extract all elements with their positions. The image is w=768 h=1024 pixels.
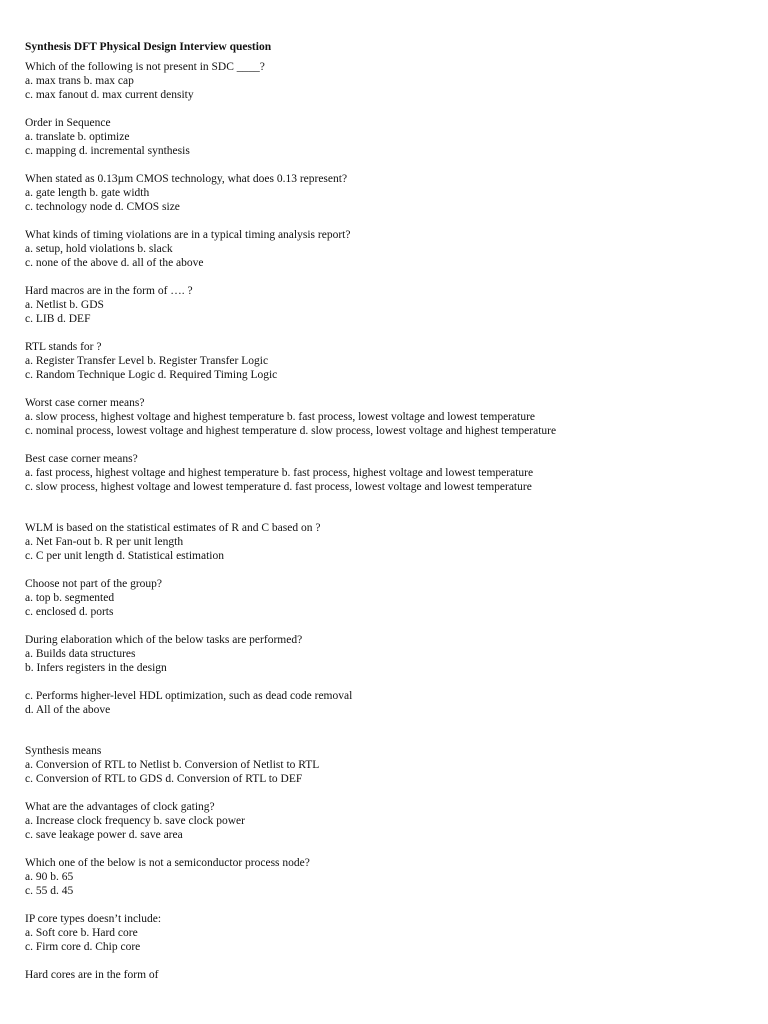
question-option-line: c. slow process, highest voltage and lowest temperature d. fast process, lowest voltage and lowest temperature xyxy=(25,481,532,493)
question-text: Order in Sequence xyxy=(25,117,111,129)
question-text: During elaboration which of the below tasks are performed? xyxy=(25,634,303,646)
question-option-line: c. 55 d. 45 xyxy=(25,885,74,897)
question-option-line: c. C per unit length d. Statistical estimation xyxy=(25,550,224,562)
question-text: IP core types doesn’t include: xyxy=(25,913,162,925)
question-text: What kinds of timing violations are in a typical timing analysis report? xyxy=(25,229,351,241)
question-option-line: a. Netlist b. GDS xyxy=(25,299,104,311)
question-option-line: c. Firm core d. Chip core xyxy=(25,941,141,953)
question-12 xyxy=(25,744,745,786)
question-option-line: c. enclosed d. ports xyxy=(25,606,114,618)
question-option-line: c. max fanout d. max current density xyxy=(25,89,194,101)
question-text: What are the advantages of clock gating? xyxy=(25,801,215,813)
question-option-line: c. technology node d. CMOS size xyxy=(25,201,180,213)
question-option-line: a. slow process, highest voltage and highest temperature b. fast process, lowest voltage and lowest temperature xyxy=(25,411,536,423)
question-option-line: c. nominal process, lowest voltage and highest temperature d. slow process, lowest voltage and highest temperature xyxy=(25,425,557,437)
question-10 xyxy=(25,577,745,619)
question-13 xyxy=(25,800,745,842)
document-page xyxy=(25,40,745,996)
question-11 xyxy=(25,633,745,717)
question-text: Worst case corner means? xyxy=(25,397,145,409)
question-option-line: c. save leakage power d. save area xyxy=(25,829,183,841)
question-option-line: a. Increase clock frequency b. save clock power xyxy=(25,815,245,827)
option-group xyxy=(25,689,745,717)
question-option-line: b. Infers registers in the design xyxy=(25,662,167,674)
question-option-line: c. mapping d. incremental synthesis xyxy=(25,145,190,157)
question-16 xyxy=(25,968,745,982)
question-option-line: a. Builds data structures xyxy=(25,648,136,660)
question-option-line: d. All of the above xyxy=(25,704,111,716)
question-option-line: a. gate length b. gate width xyxy=(25,187,150,199)
question-option-line: a. top b. segmented xyxy=(25,592,115,604)
question-text: Which one of the below is not a semiconductor process node? xyxy=(25,857,310,869)
question-6 xyxy=(25,340,745,382)
document-title: Synthesis DFT Physical Design Interview question xyxy=(25,41,272,53)
question-3 xyxy=(25,172,745,214)
question-text: Hard macros are in the form of …. ? xyxy=(25,285,193,297)
question-text: Which of the following is not present in SDC ____? xyxy=(25,61,265,73)
question-8 xyxy=(25,452,745,494)
question-7 xyxy=(25,396,745,438)
question-5 xyxy=(25,284,745,326)
question-option-line: c. LIB d. DEF xyxy=(25,313,91,325)
question-text: WLM is based on the statistical estimates of R and C based on ? xyxy=(25,522,321,534)
question-14 xyxy=(25,856,745,898)
question-text: RTL stands for ? xyxy=(25,341,102,353)
question-text: Hard cores are in the form of xyxy=(25,969,159,981)
question-option-line: a. fast process, highest voltage and highest temperature b. fast process, highest voltage and lowest temperature xyxy=(25,467,534,479)
question-text: When stated as 0.13µm CMOS technology, what does 0.13 represent? xyxy=(25,173,348,185)
question-option-line: a. Register Transfer Level b. Register Transfer Logic xyxy=(25,355,269,367)
question-option-line: a. translate b. optimize xyxy=(25,131,130,143)
question-15 xyxy=(25,912,745,954)
question-9 xyxy=(25,521,745,563)
question-2 xyxy=(25,116,745,158)
question-text: Choose not part of the group? xyxy=(25,578,163,590)
question-option-line: a. Conversion of RTL to Netlist b. Conversion of Netlist to RTL xyxy=(25,759,320,771)
question-1 xyxy=(25,60,745,102)
question-option-line: a. setup, hold violations b. slack xyxy=(25,243,173,255)
question-option-line: a. max trans b. max cap xyxy=(25,75,134,87)
question-option-line: c. Random Technique Logic d. Required Timing Logic xyxy=(25,369,278,381)
question-4 xyxy=(25,228,745,270)
question-text: Best case corner means? xyxy=(25,453,138,465)
option-group xyxy=(25,647,745,675)
question-option-line: a. 90 b. 65 xyxy=(25,871,74,883)
question-option-line: c. Conversion of RTL to GDS d. Conversion of RTL to DEF xyxy=(25,773,303,785)
question-option-line: c. none of the above d. all of the above xyxy=(25,257,204,269)
question-option-line: c. Performs higher-level HDL optimization, such as dead code removal xyxy=(25,690,353,702)
question-option-line: a. Net Fan-out b. R per unit length xyxy=(25,536,184,548)
question-text: Synthesis means xyxy=(25,745,102,757)
question-option-line: a. Soft core b. Hard core xyxy=(25,927,138,939)
